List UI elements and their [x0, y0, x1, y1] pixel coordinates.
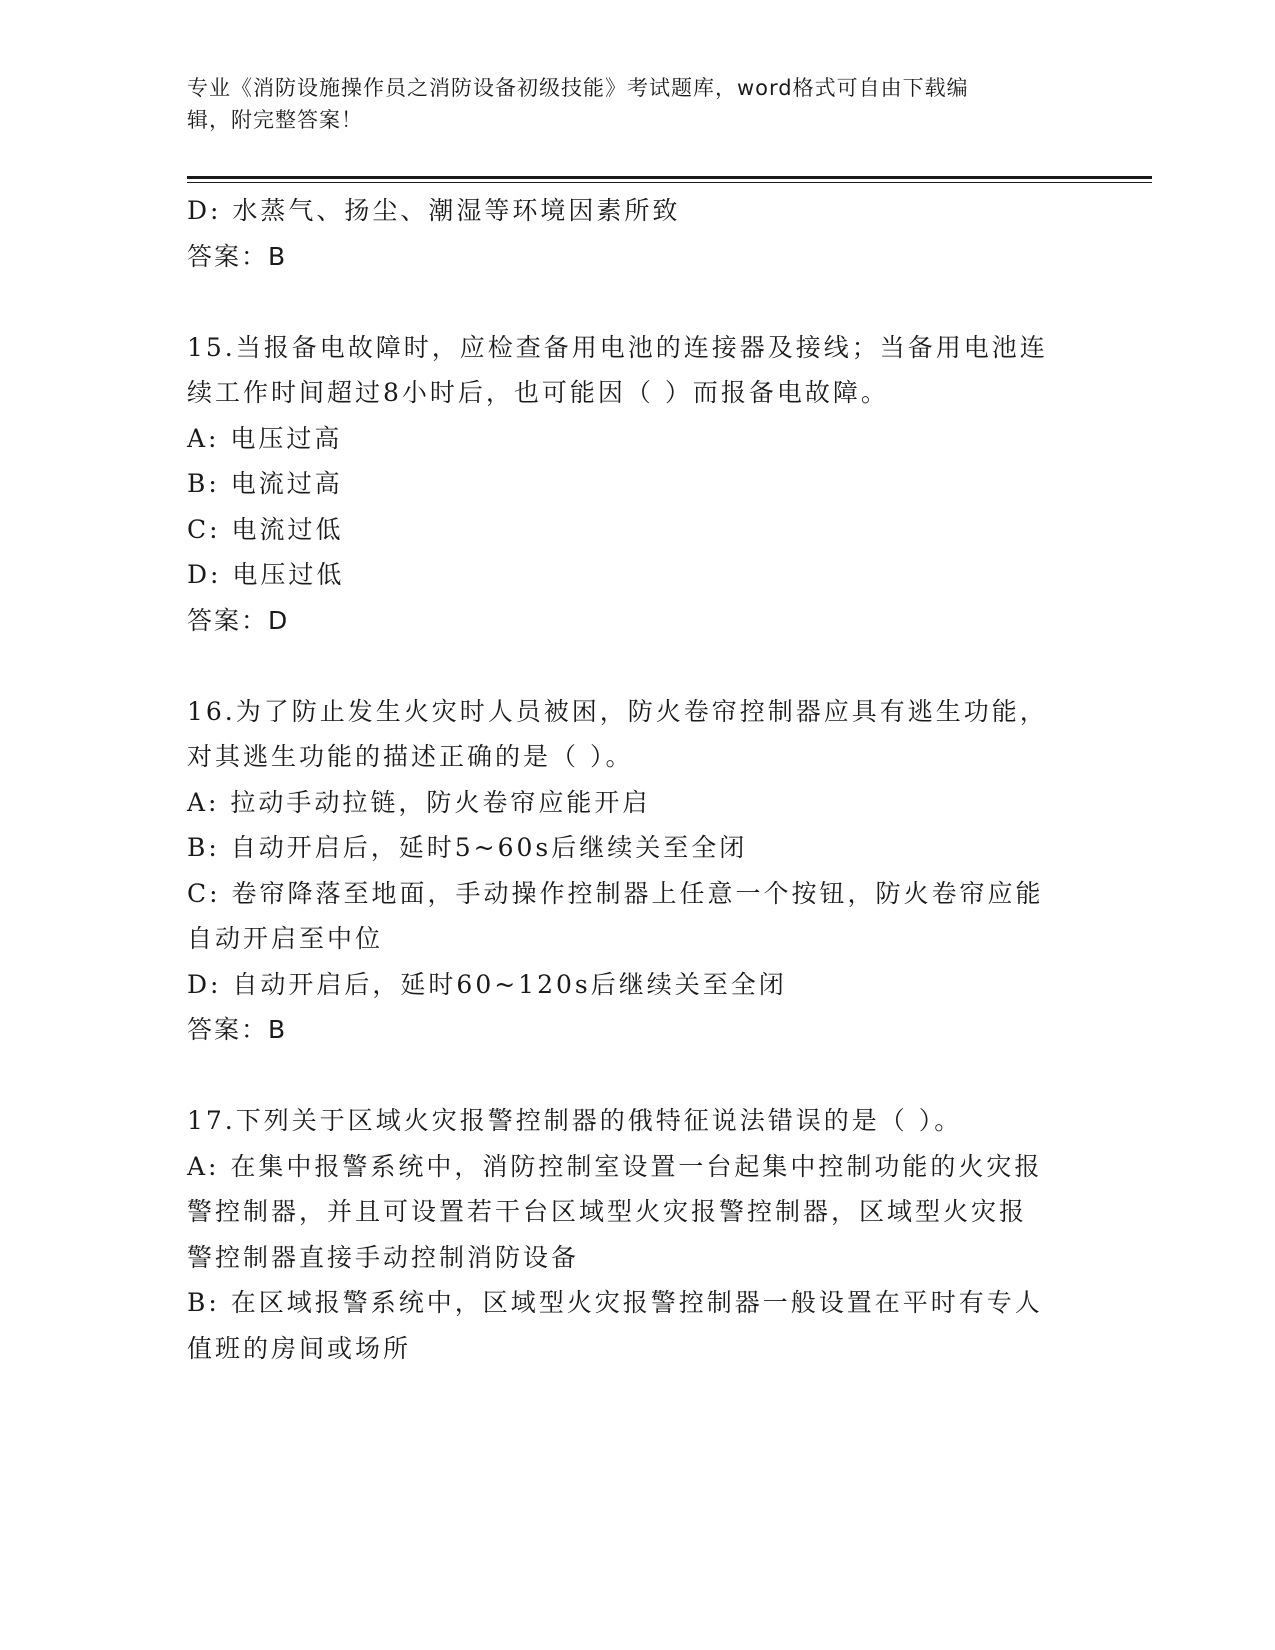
question-17	[187, 1098, 1077, 1371]
answer-label: 答案：B	[187, 1015, 288, 1044]
document-header	[187, 72, 1067, 136]
question-stem: 对其逃生功能的描述正确的是（ ）。	[187, 742, 634, 771]
question-15	[187, 325, 1077, 644]
header-title-line-1: 专业《消防设施操作员之消防设备初级技能》考试题库，word格式可自由下载编	[187, 76, 969, 100]
spacer	[187, 1053, 1077, 1099]
option-a: 警控制器直接手动控制消防设备	[187, 1242, 580, 1272]
question-stem: 17.下列关于区域火灾报警控制器的俄特征说法错误的是（ ）。	[187, 1106, 963, 1135]
question-stem: 15.当报备电故障时，应检查备用电池的连接器及接线；当备用电池连	[187, 332, 1048, 362]
option-c: C: 卷帘降落至地面，手动操作控制器上任意一个按钮，防火卷帘应能	[187, 878, 1044, 908]
option-c: 自动开启至中位	[187, 924, 384, 953]
option-d: D: 自动开启后，延时60~120s后继续关至全闭	[187, 969, 787, 999]
answer-label: 答案：D	[187, 605, 290, 635]
option-a: 警控制器，并且可设置若干台区域型火灾报警控制器，区域型火灾报	[187, 1197, 1028, 1226]
option-c: C: 电流过低	[187, 514, 344, 544]
question-list	[187, 188, 1077, 1371]
header-divider-thin	[187, 182, 1152, 183]
spacer	[187, 643, 1077, 689]
option-d: D: 电压过低	[187, 560, 345, 589]
header-title-line-2: 辑，附完整答案！	[187, 108, 363, 132]
option-d: D: 水蒸气、扬尘、潮湿等环境因素所致	[187, 196, 681, 225]
option-b: 值班的房间或场所	[187, 1333, 412, 1363]
option-b: B: 在区域报警系统中，区域型火灾报警控制器一般设置在平时有专人	[187, 1288, 1043, 1317]
spacer	[187, 279, 1077, 325]
option-b: B: 电流过高	[187, 469, 343, 498]
question-16	[187, 689, 1077, 1053]
option-a: A: 在集中报警系统中，消防控制室设置一台起集中控制功能的火灾报	[187, 1151, 1043, 1181]
option-b: B: 自动开启后，延时5~60s后继续关至全闭	[187, 833, 748, 862]
option-a: A: 拉动手动拉链，防火卷帘应能开启	[187, 787, 651, 817]
previous-question-tail	[187, 188, 1077, 279]
answer-label: 答案：B	[187, 241, 288, 271]
question-stem: 续工作时间超过8小时后，也可能因（ ）而报备电故障。	[187, 378, 889, 407]
question-stem: 16.为了防止发生火灾时人员被困，防火卷帘控制器应具有逃生功能，	[187, 696, 1048, 726]
header-divider-thick	[187, 176, 1152, 179]
option-a: A: 电压过高	[187, 423, 343, 453]
